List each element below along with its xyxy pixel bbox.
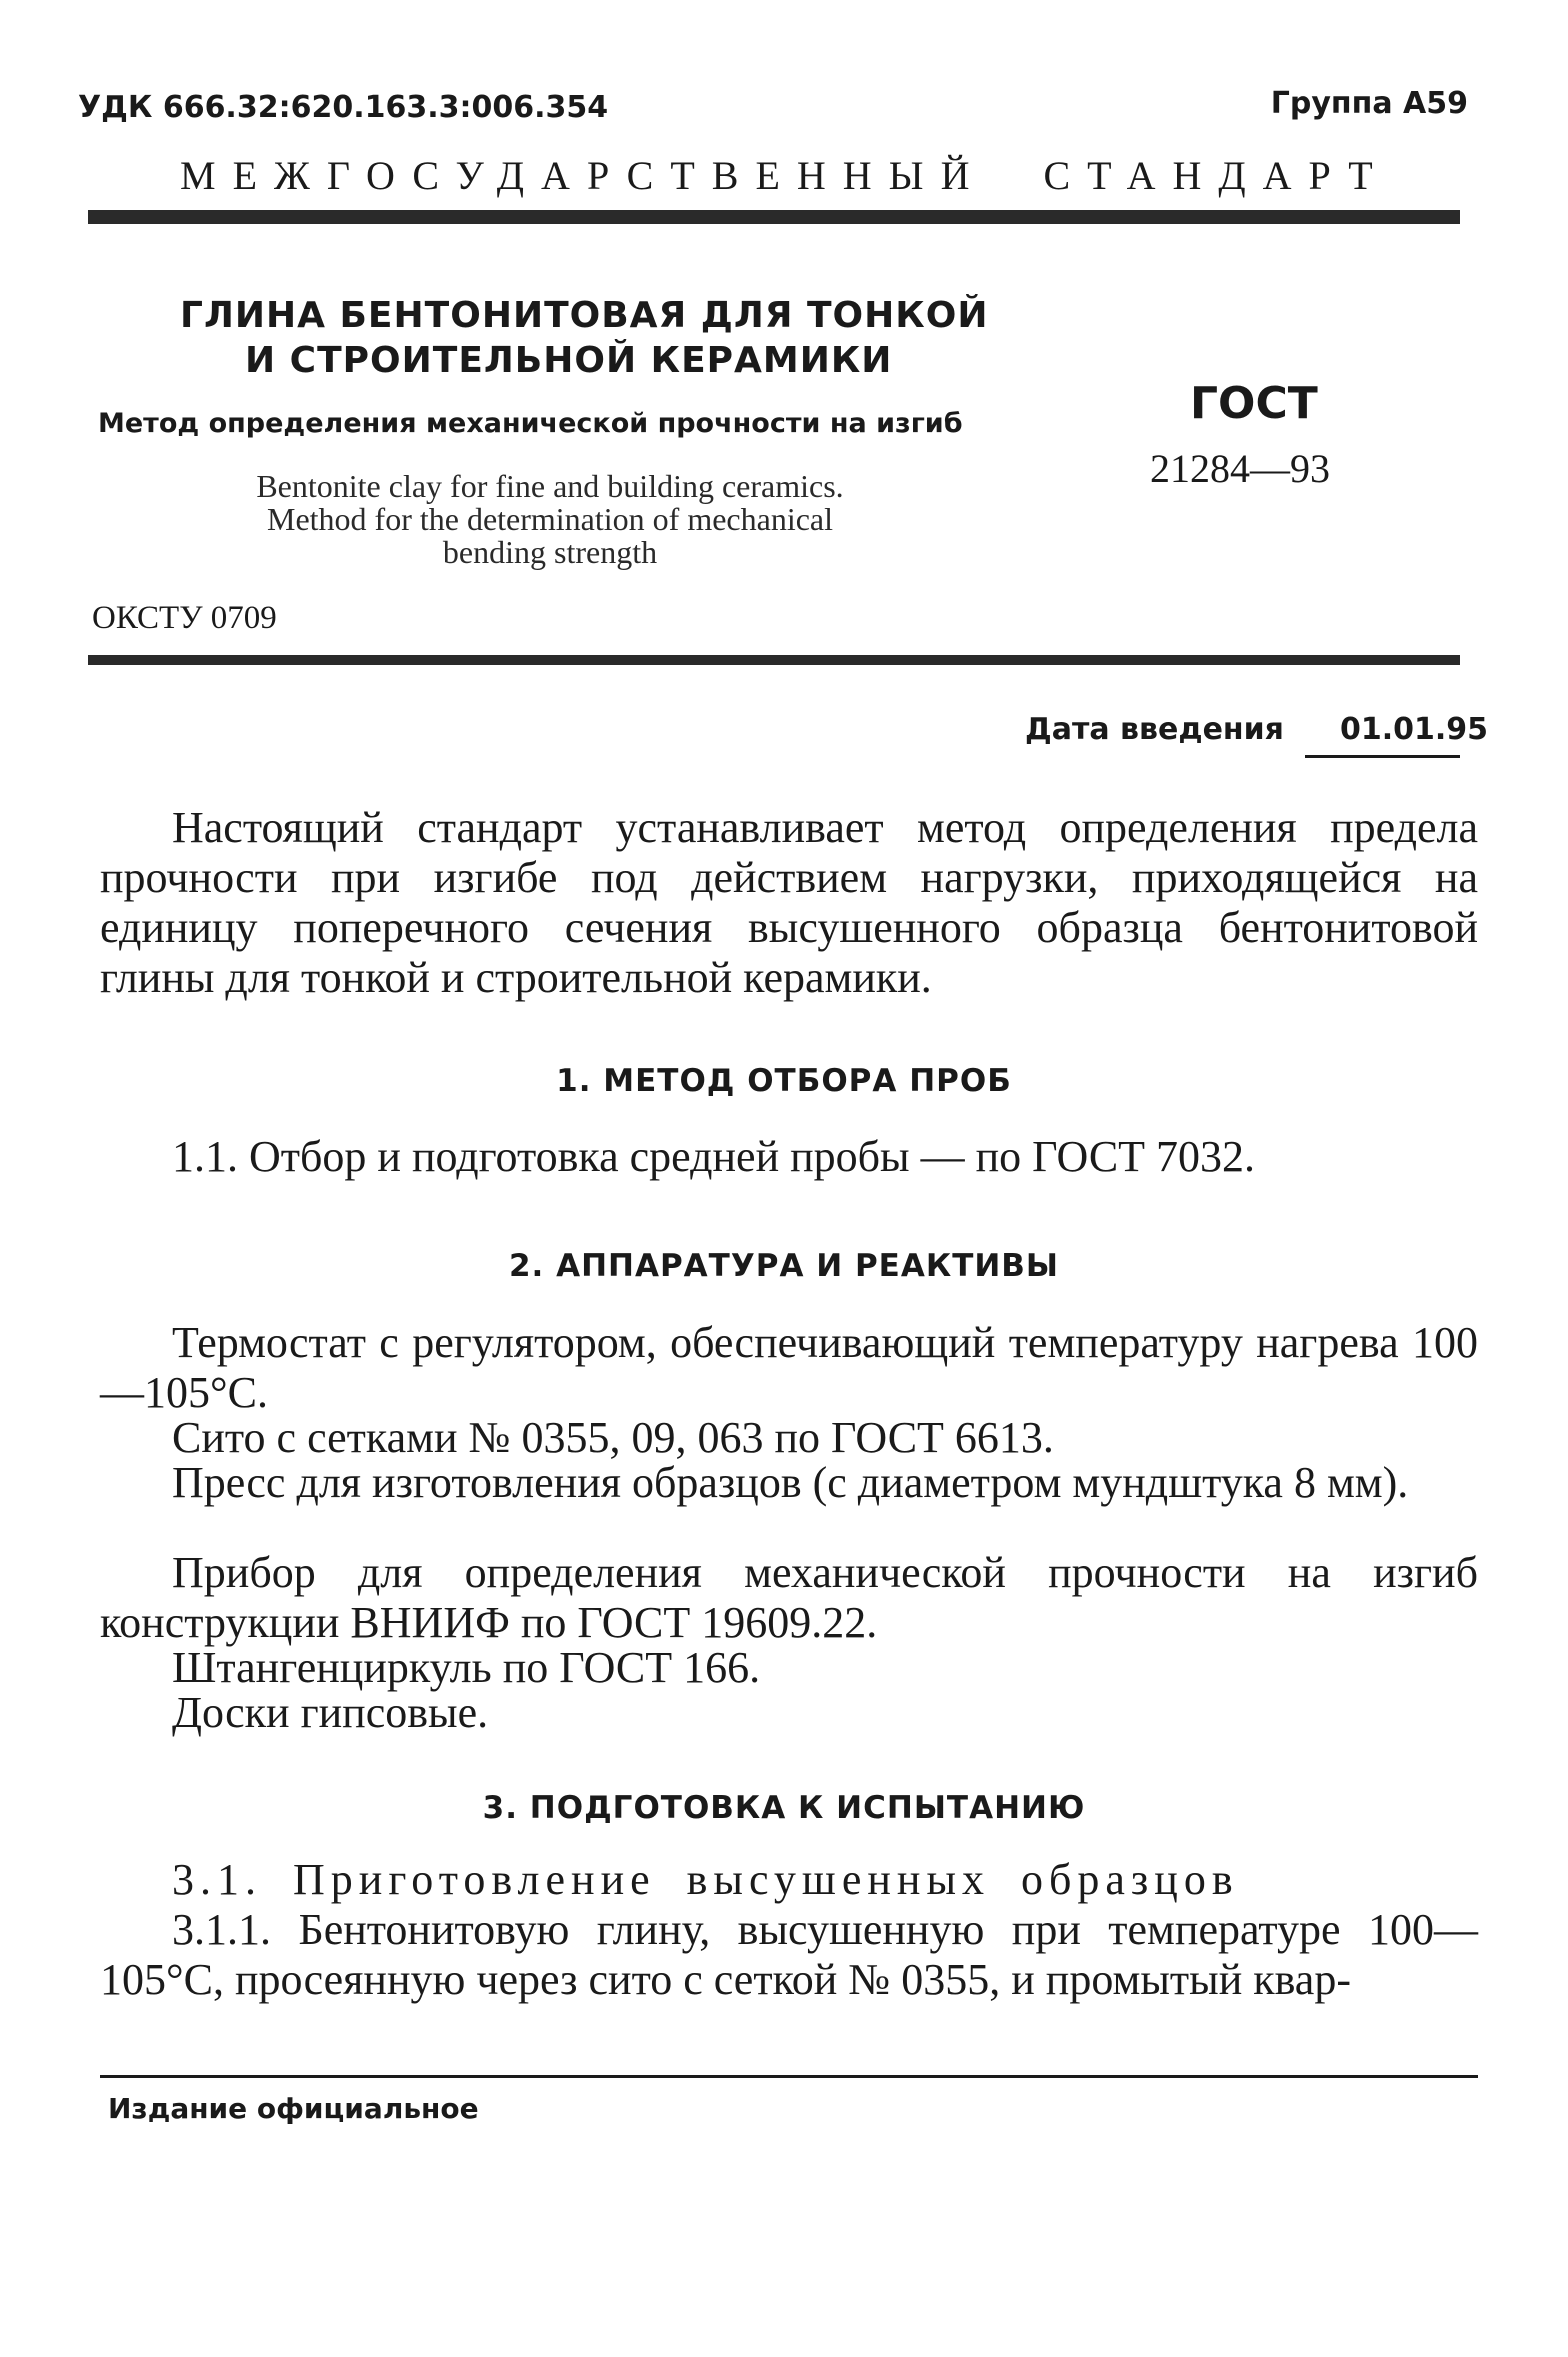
english-title-line-3: bending strength — [442, 534, 658, 570]
title-subtitle: Метод определения механической прочности на изгиб — [98, 408, 963, 439]
section-3-subheading: 3.1. Приготовление высушенных образцов — [172, 1855, 1239, 1904]
okstu-code: ОКСТУ 0709 — [92, 600, 277, 636]
banner-title: МЕЖГОСУДАРСТВЕННЫЙ СТАНДАРТ — [180, 153, 1390, 198]
section-2-heading: 2. АППАРАТУРА И РЕАКТИВЫ — [508, 1248, 1060, 1284]
section-1-paragraph-1: 1.1. Отбор и подготовка средней пробы — по ГОСТ 7032. — [172, 1132, 1256, 1181]
section-2-paragraph-3: Пресс для изготовления образцов (с диаметром мундштука 8 мм). — [172, 1458, 1409, 1507]
section-3-paragraph-1: 3.1.1. Бентонитовую глину, высушенную при температуре 100—105°С, просеянную через сито с сеткой № 0355, и промытый квар- — [100, 1905, 1478, 2004]
edition-note: Издание официальное — [108, 2092, 479, 2125]
title-rule — [88, 655, 1460, 665]
gost-number: 21284—93 — [1150, 446, 1330, 491]
banner-rule — [88, 210, 1460, 224]
intro-date-label: Дата введения — [1025, 712, 1284, 747]
section-1-heading: 1. МЕТОД ОТБОРА ПРОБ — [556, 1063, 1012, 1099]
section-2-paragraph-6: Доски гипсовые. — [172, 1688, 489, 1737]
gost-label: ГОСТ — [1190, 378, 1318, 429]
english-title — [100, 470, 1000, 569]
english-title-line-2: Method for the determination of mechanical — [266, 501, 833, 537]
footer-rule — [100, 2075, 1478, 2078]
intro-date-value: 01.01.95 — [1340, 712, 1489, 747]
intro-date-underline — [1305, 755, 1460, 758]
english-title-line-1: Bentonite clay for fine and building ceramics. — [256, 468, 844, 504]
group-code: Группа А59 — [1270, 86, 1468, 121]
title-line-2: И СТРОИТЕЛЬНОЙ КЕРАМИКИ — [245, 340, 893, 381]
intro-paragraph: Настоящий стандарт устанавливает метод определения предела прочности при изгибе под действием нагрузки, приходящейся на единицу поперечного сечения высушенного образца бентонитовой глины для тонкой и строительной керамики. — [100, 803, 1478, 1002]
section-2-paragraph-1: Термостат с регулятором, обеспечивающий температуру нагрева 100—105°С. — [100, 1318, 1478, 1417]
section-2-paragraph-2: Сито с сетками № 0355, 09, 063 по ГОСТ 6613. — [172, 1413, 1054, 1462]
title-line-1: ГЛИНА БЕНТОНИТОВАЯ ДЛЯ ТОНКОЙ — [180, 295, 989, 336]
section-3-heading: 3. ПОДГОТОВКА К ИСПЫТАНИЮ — [482, 1790, 1086, 1826]
section-2-paragraph-5: Штангенциркуль по ГОСТ 166. — [172, 1643, 761, 1692]
section-2-paragraph-4: Прибор для определения механической прочности на изгиб конструкции ВНИИФ по ГОСТ 19609.22. — [100, 1548, 1478, 1647]
udk-code: УДК 666.32:620.163.3:006.354 — [78, 90, 609, 125]
